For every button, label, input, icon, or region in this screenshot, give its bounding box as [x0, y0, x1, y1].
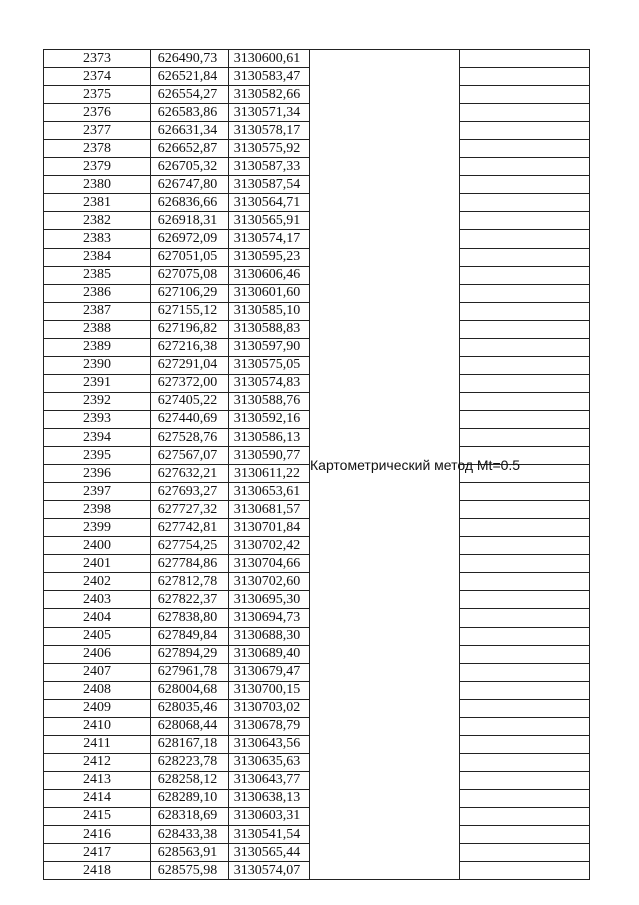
point-number-cell: 2406	[44, 645, 151, 663]
x-coordinate-cell: 627106,29	[151, 284, 229, 302]
y-coordinate-cell: 3130574,17	[229, 230, 310, 248]
point-number-cell: 2392	[44, 392, 151, 410]
empty-cell	[460, 753, 590, 771]
empty-cell	[460, 68, 590, 86]
point-number-cell: 2380	[44, 176, 151, 194]
point-number-cell: 2382	[44, 212, 151, 230]
x-coordinate-cell: 627372,00	[151, 374, 229, 392]
y-coordinate-cell: 3130571,34	[229, 104, 310, 122]
empty-cell	[460, 86, 590, 104]
y-coordinate-cell: 3130575,92	[229, 140, 310, 158]
y-coordinate-cell: 3130564,71	[229, 194, 310, 212]
y-coordinate-cell: 3130679,47	[229, 663, 310, 681]
x-coordinate-cell: 627784,86	[151, 555, 229, 573]
point-number-cell: 2410	[44, 717, 151, 735]
empty-cell	[460, 862, 590, 880]
y-coordinate-cell: 3130611,22	[229, 465, 310, 483]
point-number-cell: 2417	[44, 844, 151, 862]
point-number-cell: 2416	[44, 826, 151, 844]
empty-cell	[460, 807, 590, 825]
x-coordinate-cell: 627961,78	[151, 663, 229, 681]
y-coordinate-cell: 3130565,91	[229, 212, 310, 230]
x-coordinate-cell: 626747,80	[151, 176, 229, 194]
empty-cell	[460, 771, 590, 789]
y-coordinate-cell: 3130694,73	[229, 609, 310, 627]
point-number-cell: 2387	[44, 302, 151, 320]
point-number-cell: 2408	[44, 681, 151, 699]
point-number-cell: 2373	[44, 50, 151, 68]
x-coordinate-cell: 627812,78	[151, 573, 229, 591]
point-number-cell: 2378	[44, 140, 151, 158]
point-number-cell: 2386	[44, 284, 151, 302]
x-coordinate-cell: 628563,91	[151, 844, 229, 862]
y-coordinate-cell: 3130643,56	[229, 735, 310, 753]
y-coordinate-cell: 3130700,15	[229, 681, 310, 699]
x-coordinate-cell: 627727,32	[151, 501, 229, 519]
point-number-cell: 2403	[44, 591, 151, 609]
empty-cell	[460, 501, 590, 519]
point-number-cell: 2376	[44, 104, 151, 122]
x-coordinate-cell: 627291,04	[151, 356, 229, 374]
point-number-cell: 2381	[44, 194, 151, 212]
point-number-cell: 2377	[44, 122, 151, 140]
empty-cell	[460, 302, 590, 320]
point-number-cell: 2393	[44, 410, 151, 428]
x-coordinate-cell: 628068,44	[151, 717, 229, 735]
y-coordinate-cell: 3130704,66	[229, 555, 310, 573]
y-coordinate-cell: 3130606,46	[229, 266, 310, 284]
empty-cell	[460, 519, 590, 537]
method-cell: Картометрический метод Mt=0.5	[310, 50, 460, 880]
point-number-cell: 2390	[44, 356, 151, 374]
x-coordinate-cell: 627742,81	[151, 519, 229, 537]
empty-cell	[460, 374, 590, 392]
point-number-cell: 2383	[44, 230, 151, 248]
point-number-cell: 2398	[44, 501, 151, 519]
empty-cell	[460, 681, 590, 699]
y-coordinate-cell: 3130587,33	[229, 158, 310, 176]
empty-cell	[460, 844, 590, 862]
empty-cell	[460, 645, 590, 663]
x-coordinate-cell: 628223,78	[151, 753, 229, 771]
x-coordinate-cell: 627196,82	[151, 320, 229, 338]
x-coordinate-cell: 627216,38	[151, 338, 229, 356]
table-row	[44, 50, 590, 68]
empty-cell	[460, 717, 590, 735]
y-coordinate-cell: 3130688,30	[229, 627, 310, 645]
empty-cell	[460, 122, 590, 140]
empty-cell	[460, 826, 590, 844]
x-coordinate-cell: 627567,07	[151, 447, 229, 465]
x-coordinate-cell: 627754,25	[151, 537, 229, 555]
y-coordinate-cell: 3130565,44	[229, 844, 310, 862]
empty-cell	[460, 410, 590, 428]
point-number-cell: 2413	[44, 771, 151, 789]
y-coordinate-cell: 3130585,10	[229, 302, 310, 320]
y-coordinate-cell: 3130702,42	[229, 537, 310, 555]
x-coordinate-cell: 627693,27	[151, 483, 229, 501]
point-number-cell: 2389	[44, 338, 151, 356]
empty-cell	[460, 428, 590, 446]
empty-cell	[460, 392, 590, 410]
empty-cell	[460, 609, 590, 627]
y-coordinate-cell: 3130590,77	[229, 447, 310, 465]
x-coordinate-cell: 628433,38	[151, 826, 229, 844]
empty-cell	[460, 194, 590, 212]
point-number-cell: 2404	[44, 609, 151, 627]
y-coordinate-cell: 3130541,54	[229, 826, 310, 844]
y-coordinate-cell: 3130635,63	[229, 753, 310, 771]
empty-cell	[460, 320, 590, 338]
y-coordinate-cell: 3130583,47	[229, 68, 310, 86]
y-coordinate-cell: 3130643,77	[229, 771, 310, 789]
point-number-cell: 2407	[44, 663, 151, 681]
x-coordinate-cell: 627849,84	[151, 627, 229, 645]
y-coordinate-cell: 3130587,54	[229, 176, 310, 194]
x-coordinate-cell: 626490,73	[151, 50, 229, 68]
y-coordinate-cell: 3130678,79	[229, 717, 310, 735]
x-coordinate-cell: 627440,69	[151, 410, 229, 428]
x-coordinate-cell: 628004,68	[151, 681, 229, 699]
y-coordinate-cell: 3130595,23	[229, 248, 310, 266]
x-coordinate-cell: 626836,66	[151, 194, 229, 212]
empty-cell	[460, 212, 590, 230]
x-coordinate-cell: 627051,05	[151, 248, 229, 266]
point-number-cell: 2405	[44, 627, 151, 645]
x-coordinate-cell: 627894,29	[151, 645, 229, 663]
x-coordinate-cell: 626652,87	[151, 140, 229, 158]
y-coordinate-cell: 3130592,16	[229, 410, 310, 428]
empty-cell	[460, 591, 590, 609]
empty-cell	[460, 284, 590, 302]
y-coordinate-cell: 3130638,13	[229, 789, 310, 807]
x-coordinate-cell: 628167,18	[151, 735, 229, 753]
point-number-cell: 2401	[44, 555, 151, 573]
y-coordinate-cell: 3130578,17	[229, 122, 310, 140]
x-coordinate-cell: 626972,09	[151, 230, 229, 248]
empty-cell	[460, 699, 590, 717]
x-coordinate-cell: 627405,22	[151, 392, 229, 410]
point-number-cell: 2400	[44, 537, 151, 555]
coordinates-table	[43, 49, 590, 880]
x-coordinate-cell: 627838,80	[151, 609, 229, 627]
point-number-cell: 2418	[44, 862, 151, 880]
y-coordinate-cell: 3130603,31	[229, 807, 310, 825]
point-number-cell: 2388	[44, 320, 151, 338]
point-number-cell: 2374	[44, 68, 151, 86]
y-coordinate-cell: 3130582,66	[229, 86, 310, 104]
x-coordinate-cell: 626705,32	[151, 158, 229, 176]
empty-cell	[460, 663, 590, 681]
x-coordinate-cell: 626631,34	[151, 122, 229, 140]
point-number-cell: 2394	[44, 428, 151, 446]
x-coordinate-cell: 627822,37	[151, 591, 229, 609]
point-number-cell: 2396	[44, 465, 151, 483]
y-coordinate-cell: 3130575,05	[229, 356, 310, 374]
empty-cell	[460, 338, 590, 356]
empty-cell	[460, 537, 590, 555]
point-number-cell: 2379	[44, 158, 151, 176]
x-coordinate-cell: 626583,86	[151, 104, 229, 122]
x-coordinate-cell: 627528,76	[151, 428, 229, 446]
empty-cell	[460, 140, 590, 158]
point-number-cell: 2412	[44, 753, 151, 771]
point-number-cell: 2391	[44, 374, 151, 392]
empty-cell	[460, 50, 590, 68]
x-coordinate-cell: 628318,69	[151, 807, 229, 825]
empty-cell	[460, 176, 590, 194]
point-number-cell: 2395	[44, 447, 151, 465]
y-coordinate-cell: 3130601,60	[229, 284, 310, 302]
x-coordinate-cell: 628289,10	[151, 789, 229, 807]
empty-cell	[460, 104, 590, 122]
y-coordinate-cell: 3130689,40	[229, 645, 310, 663]
y-coordinate-cell: 3130597,90	[229, 338, 310, 356]
x-coordinate-cell: 626521,84	[151, 68, 229, 86]
point-number-cell: 2415	[44, 807, 151, 825]
y-coordinate-cell: 3130586,13	[229, 428, 310, 446]
empty-cell	[460, 266, 590, 284]
y-coordinate-cell: 3130681,57	[229, 501, 310, 519]
y-coordinate-cell: 3130702,60	[229, 573, 310, 591]
point-number-cell: 2399	[44, 519, 151, 537]
empty-cell	[460, 573, 590, 591]
x-coordinate-cell: 628035,46	[151, 699, 229, 717]
point-number-cell: 2397	[44, 483, 151, 501]
x-coordinate-cell: 626554,27	[151, 86, 229, 104]
y-coordinate-cell: 3130588,83	[229, 320, 310, 338]
x-coordinate-cell: 628258,12	[151, 771, 229, 789]
x-coordinate-cell: 627155,12	[151, 302, 229, 320]
empty-cell	[460, 230, 590, 248]
point-number-cell: 2402	[44, 573, 151, 591]
x-coordinate-cell: 627632,21	[151, 465, 229, 483]
point-number-cell: 2409	[44, 699, 151, 717]
y-coordinate-cell: 3130703,02	[229, 699, 310, 717]
empty-cell	[460, 789, 590, 807]
empty-cell	[460, 248, 590, 266]
y-coordinate-cell: 3130600,61	[229, 50, 310, 68]
empty-cell	[460, 158, 590, 176]
empty-cell	[460, 483, 590, 501]
x-coordinate-cell: 628575,98	[151, 862, 229, 880]
y-coordinate-cell: 3130701,84	[229, 519, 310, 537]
y-coordinate-cell: 3130695,30	[229, 591, 310, 609]
empty-cell	[460, 356, 590, 374]
empty-cell	[460, 627, 590, 645]
y-coordinate-cell: 3130588,76	[229, 392, 310, 410]
y-coordinate-cell: 3130574,83	[229, 374, 310, 392]
point-number-cell: 2411	[44, 735, 151, 753]
empty-cell	[460, 735, 590, 753]
x-coordinate-cell: 626918,31	[151, 212, 229, 230]
point-number-cell: 2375	[44, 86, 151, 104]
coordinates-table-body	[44, 50, 590, 880]
point-number-cell: 2414	[44, 789, 151, 807]
y-coordinate-cell: 3130653,61	[229, 483, 310, 501]
y-coordinate-cell: 3130574,07	[229, 862, 310, 880]
x-coordinate-cell: 627075,08	[151, 266, 229, 284]
empty-cell	[460, 555, 590, 573]
point-number-cell: 2385	[44, 266, 151, 284]
point-number-cell: 2384	[44, 248, 151, 266]
